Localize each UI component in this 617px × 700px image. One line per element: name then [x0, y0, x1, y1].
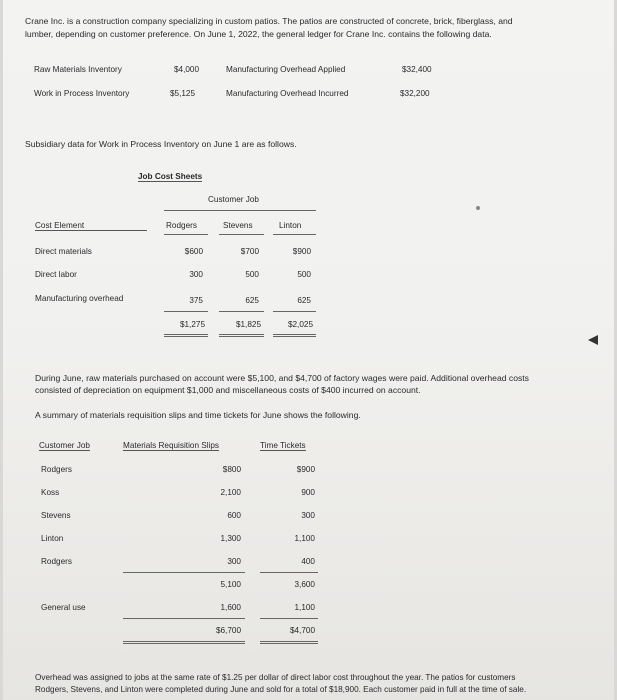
overhead-line-2: Rodgers, Stevens, and Linton were completed during June and sold for a total of $18,900. Each customer paid in full at the time of sale. [35, 685, 527, 694]
customer-job-rule [164, 210, 316, 211]
moh-incurred-label: Manufacturing Overhead Incurred [226, 89, 349, 98]
overhead-line-1: Overhead was assigned to jobs at the same rate of $1.25 per dollar of direct labor cost throughout the year. The patios for customers [35, 673, 516, 682]
subtotal-time: 3,600 [294, 580, 315, 589]
time-double-rule [260, 641, 318, 644]
general-use-label: General use [41, 603, 86, 612]
col-stevens: Stevens [223, 221, 253, 230]
cost-row-rodgers: 300 [189, 270, 203, 279]
total-rodgers: $1,275 [179, 320, 205, 329]
time-sum-rule [260, 572, 318, 573]
moh-applied-value: $32,400 [402, 65, 432, 74]
stevens-total-rule [219, 334, 264, 337]
req-row-job: Stevens [41, 511, 71, 520]
subtotal-materials: 5,100 [220, 580, 241, 589]
req-row-job: Rodgers [41, 465, 72, 474]
cost-row-linton: 500 [297, 270, 311, 279]
col-rodgers: Rodgers [166, 221, 197, 230]
cost-row-stevens: 500 [245, 270, 259, 279]
total-materials: $6,700 [215, 626, 241, 635]
materials-sum-rule [123, 572, 245, 573]
cost-element-header: Cost Element [35, 221, 147, 231]
cost-row-rodgers: 375 [189, 296, 203, 305]
linton-sum-rule [273, 311, 316, 312]
customer-job-header: Customer Job [208, 195, 259, 204]
june-line-1: During June, raw materials purchased on account were $5,100, and $4,700 of factory wages were paid. Additional overhead costs [35, 373, 529, 383]
stevens-header-rule [219, 234, 264, 235]
req-row-job: Linton [41, 534, 64, 543]
cost-row-label: Direct materials [35, 247, 92, 256]
wip-value: $5,125 [170, 89, 196, 98]
col-linton: Linton [279, 221, 302, 230]
subsidiary-text: Subsidiary data for Work in Process Inventory on June 1 are as follows. [25, 139, 297, 149]
cost-row-label: Manufacturing overhead [35, 294, 124, 303]
req-row-time: $900 [296, 465, 315, 474]
job-cost-title: Job Cost Sheets [138, 172, 203, 181]
rodgers-sum-rule [164, 311, 208, 312]
stevens-sum-rule [219, 311, 264, 312]
cost-row-stevens: $700 [240, 247, 259, 256]
req-row-materials: 600 [227, 511, 241, 520]
cost-row-rodgers: $600 [184, 247, 203, 256]
req-row-materials: 2,100 [220, 488, 241, 497]
document-page [3, 0, 614, 700]
col-time: Time Tickets [260, 441, 306, 450]
col-customer-job: Customer Job [39, 441, 90, 450]
total-linton: $2,025 [287, 320, 313, 329]
req-row-time: 300 [301, 511, 315, 520]
wip-label: Work in Process Inventory [34, 89, 130, 98]
linton-total-rule [273, 334, 316, 337]
raw-materials-label: Raw Materials Inventory [34, 65, 122, 74]
linton-header-rule [273, 234, 316, 235]
req-row-materials: 1,300 [220, 534, 241, 543]
req-row-materials: $800 [222, 465, 241, 474]
rodgers-header-rule [164, 234, 208, 235]
total-time: $4,700 [289, 626, 315, 635]
june-line-2: consisted of depreciation on equipment $1,000 and miscellaneous costs of $400 incurred on account. [35, 385, 421, 395]
req-row-time: 900 [301, 488, 315, 497]
materials-double-rule [123, 641, 245, 644]
raw-materials-value: $4,000 [174, 65, 200, 74]
moh-incurred-value: $32,200 [400, 89, 430, 98]
cost-row-stevens: 625 [245, 296, 259, 305]
general-use-time: 1,100 [294, 603, 315, 612]
col-materials: Materials Requisition Slips [123, 441, 220, 450]
intro-line-1: Crane Inc. is a construction company specializing in custom patios. The patios are constructed of concrete, brick, fiberglass, and [25, 16, 513, 26]
summary-text: A summary of materials requisition slips and time tickets for June shows the following. [35, 410, 361, 420]
general-use-materials: 1,600 [220, 603, 241, 612]
cost-row-label: Direct labor [35, 270, 77, 279]
intro-line-2: lumber, depending on customer preference. On June 1, 2022, the general ledger for Crane Inc. contains the following data. [25, 29, 492, 39]
materials-total-rule [123, 618, 245, 619]
time-total-rule [260, 618, 318, 619]
moh-applied-label: Manufacturing Overhead Applied [226, 65, 346, 74]
req-row-job: Rodgers [41, 557, 72, 566]
cost-row-linton: 625 [297, 296, 311, 305]
speck [476, 206, 480, 210]
req-row-materials: 300 [227, 557, 241, 566]
cost-row-linton: $900 [292, 247, 311, 256]
req-row-time: 400 [301, 557, 315, 566]
cursor-arrow-icon [588, 335, 598, 345]
total-stevens: $1,825 [235, 320, 261, 329]
req-row-time: 1,100 [294, 534, 315, 543]
rodgers-total-rule [164, 334, 208, 337]
req-row-job: Koss [41, 488, 60, 497]
